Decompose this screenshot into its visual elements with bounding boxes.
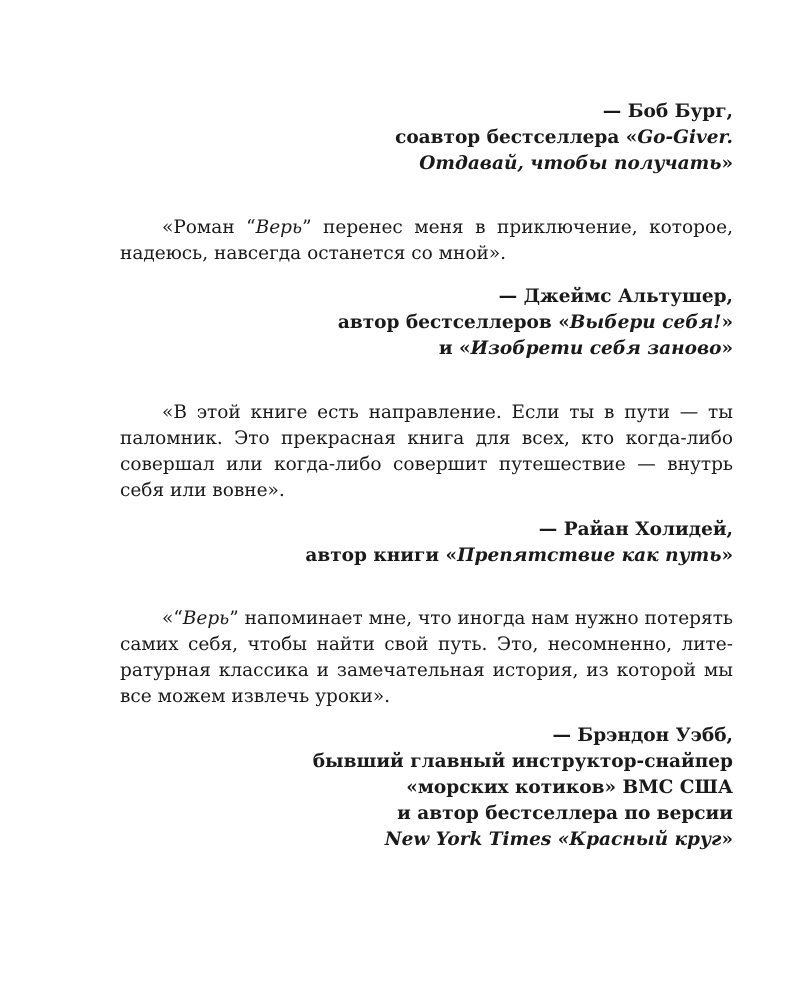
quote-webb xyxy=(120,606,733,710)
quote-altucher xyxy=(120,215,733,267)
attribution-role xyxy=(338,310,733,336)
attribution-ryan-holiday xyxy=(305,517,733,569)
attribution-role-text: автор книги « xyxy=(305,545,458,566)
attribution-name: — Брэндон Уэбб, xyxy=(552,725,733,746)
quote-mark: » xyxy=(721,338,733,359)
attribution-role: бывший главный инструктор-снайпер xyxy=(312,751,733,772)
attribution-role-cont xyxy=(338,336,733,362)
attribution-james-altucher xyxy=(338,284,733,362)
attribution-role-cont: и автор бестселлера по версии xyxy=(397,803,733,824)
attribution-role-cont xyxy=(313,827,733,853)
quote-text-post: ” напоминает мне, что иногда нам нужно потерять самих себя, чтобы найти свой путь. Это, несомненно, литературная классика и замечательная история, из которой мы все можем извлечь уроки». xyxy=(120,608,733,707)
quote-mark: » xyxy=(721,312,733,333)
attribution-role xyxy=(305,543,733,569)
quote-text-pre: «“ xyxy=(162,608,183,629)
quote-mark: » xyxy=(721,829,733,850)
attribution-role-cont: «морских котиков» ВМС США xyxy=(406,777,733,798)
book-title: Go-Giver. xyxy=(637,127,733,148)
book-title: Верь xyxy=(255,217,303,238)
book-title: New York Times «Красный круг xyxy=(384,829,722,850)
quote-text-pre: «Роман “ xyxy=(162,217,256,238)
quote-text: «В этой книге есть направление. Если ты в пути — ты паломник. Это прекрасная книга для всех, кто когда-либо совершал или когда-либо совершит путешествие — внутрь себя или вовне». xyxy=(120,402,733,501)
book-title: Препятствие как путь xyxy=(457,545,722,566)
book-title-cont: Отдавай, чтобы получать xyxy=(419,153,722,174)
attribution-role xyxy=(395,125,733,151)
quote-text xyxy=(120,606,733,710)
quote-mark: » xyxy=(721,153,733,174)
quote-holiday xyxy=(120,400,733,504)
attribution-role-text: соавтор бестселлера « xyxy=(395,127,638,148)
attribution-name: — Райан Холидей, xyxy=(538,519,733,540)
quote-mark: » xyxy=(721,545,733,566)
book-page xyxy=(120,0,733,1000)
attribution-role-text: автор бестселлеров « xyxy=(337,312,570,333)
attribution-role-text: и « xyxy=(438,338,471,359)
attribution-brandon-webb xyxy=(313,723,733,853)
quote-text-post: ” перенес меня в приключение, которое, надеюсь, навсегда останется со мной». xyxy=(120,217,733,264)
book-title: Выбери себя! xyxy=(569,312,722,333)
quote-text xyxy=(120,215,733,267)
book-title: Верь xyxy=(182,608,230,629)
attribution-bob-burg xyxy=(395,99,733,177)
attribution-role-cont xyxy=(395,151,733,177)
attribution-name: — Джеймс Альтушер, xyxy=(498,286,733,307)
book-title: Изобрети себя заново xyxy=(470,338,722,359)
attribution-name: — Боб Бург, xyxy=(602,101,733,122)
